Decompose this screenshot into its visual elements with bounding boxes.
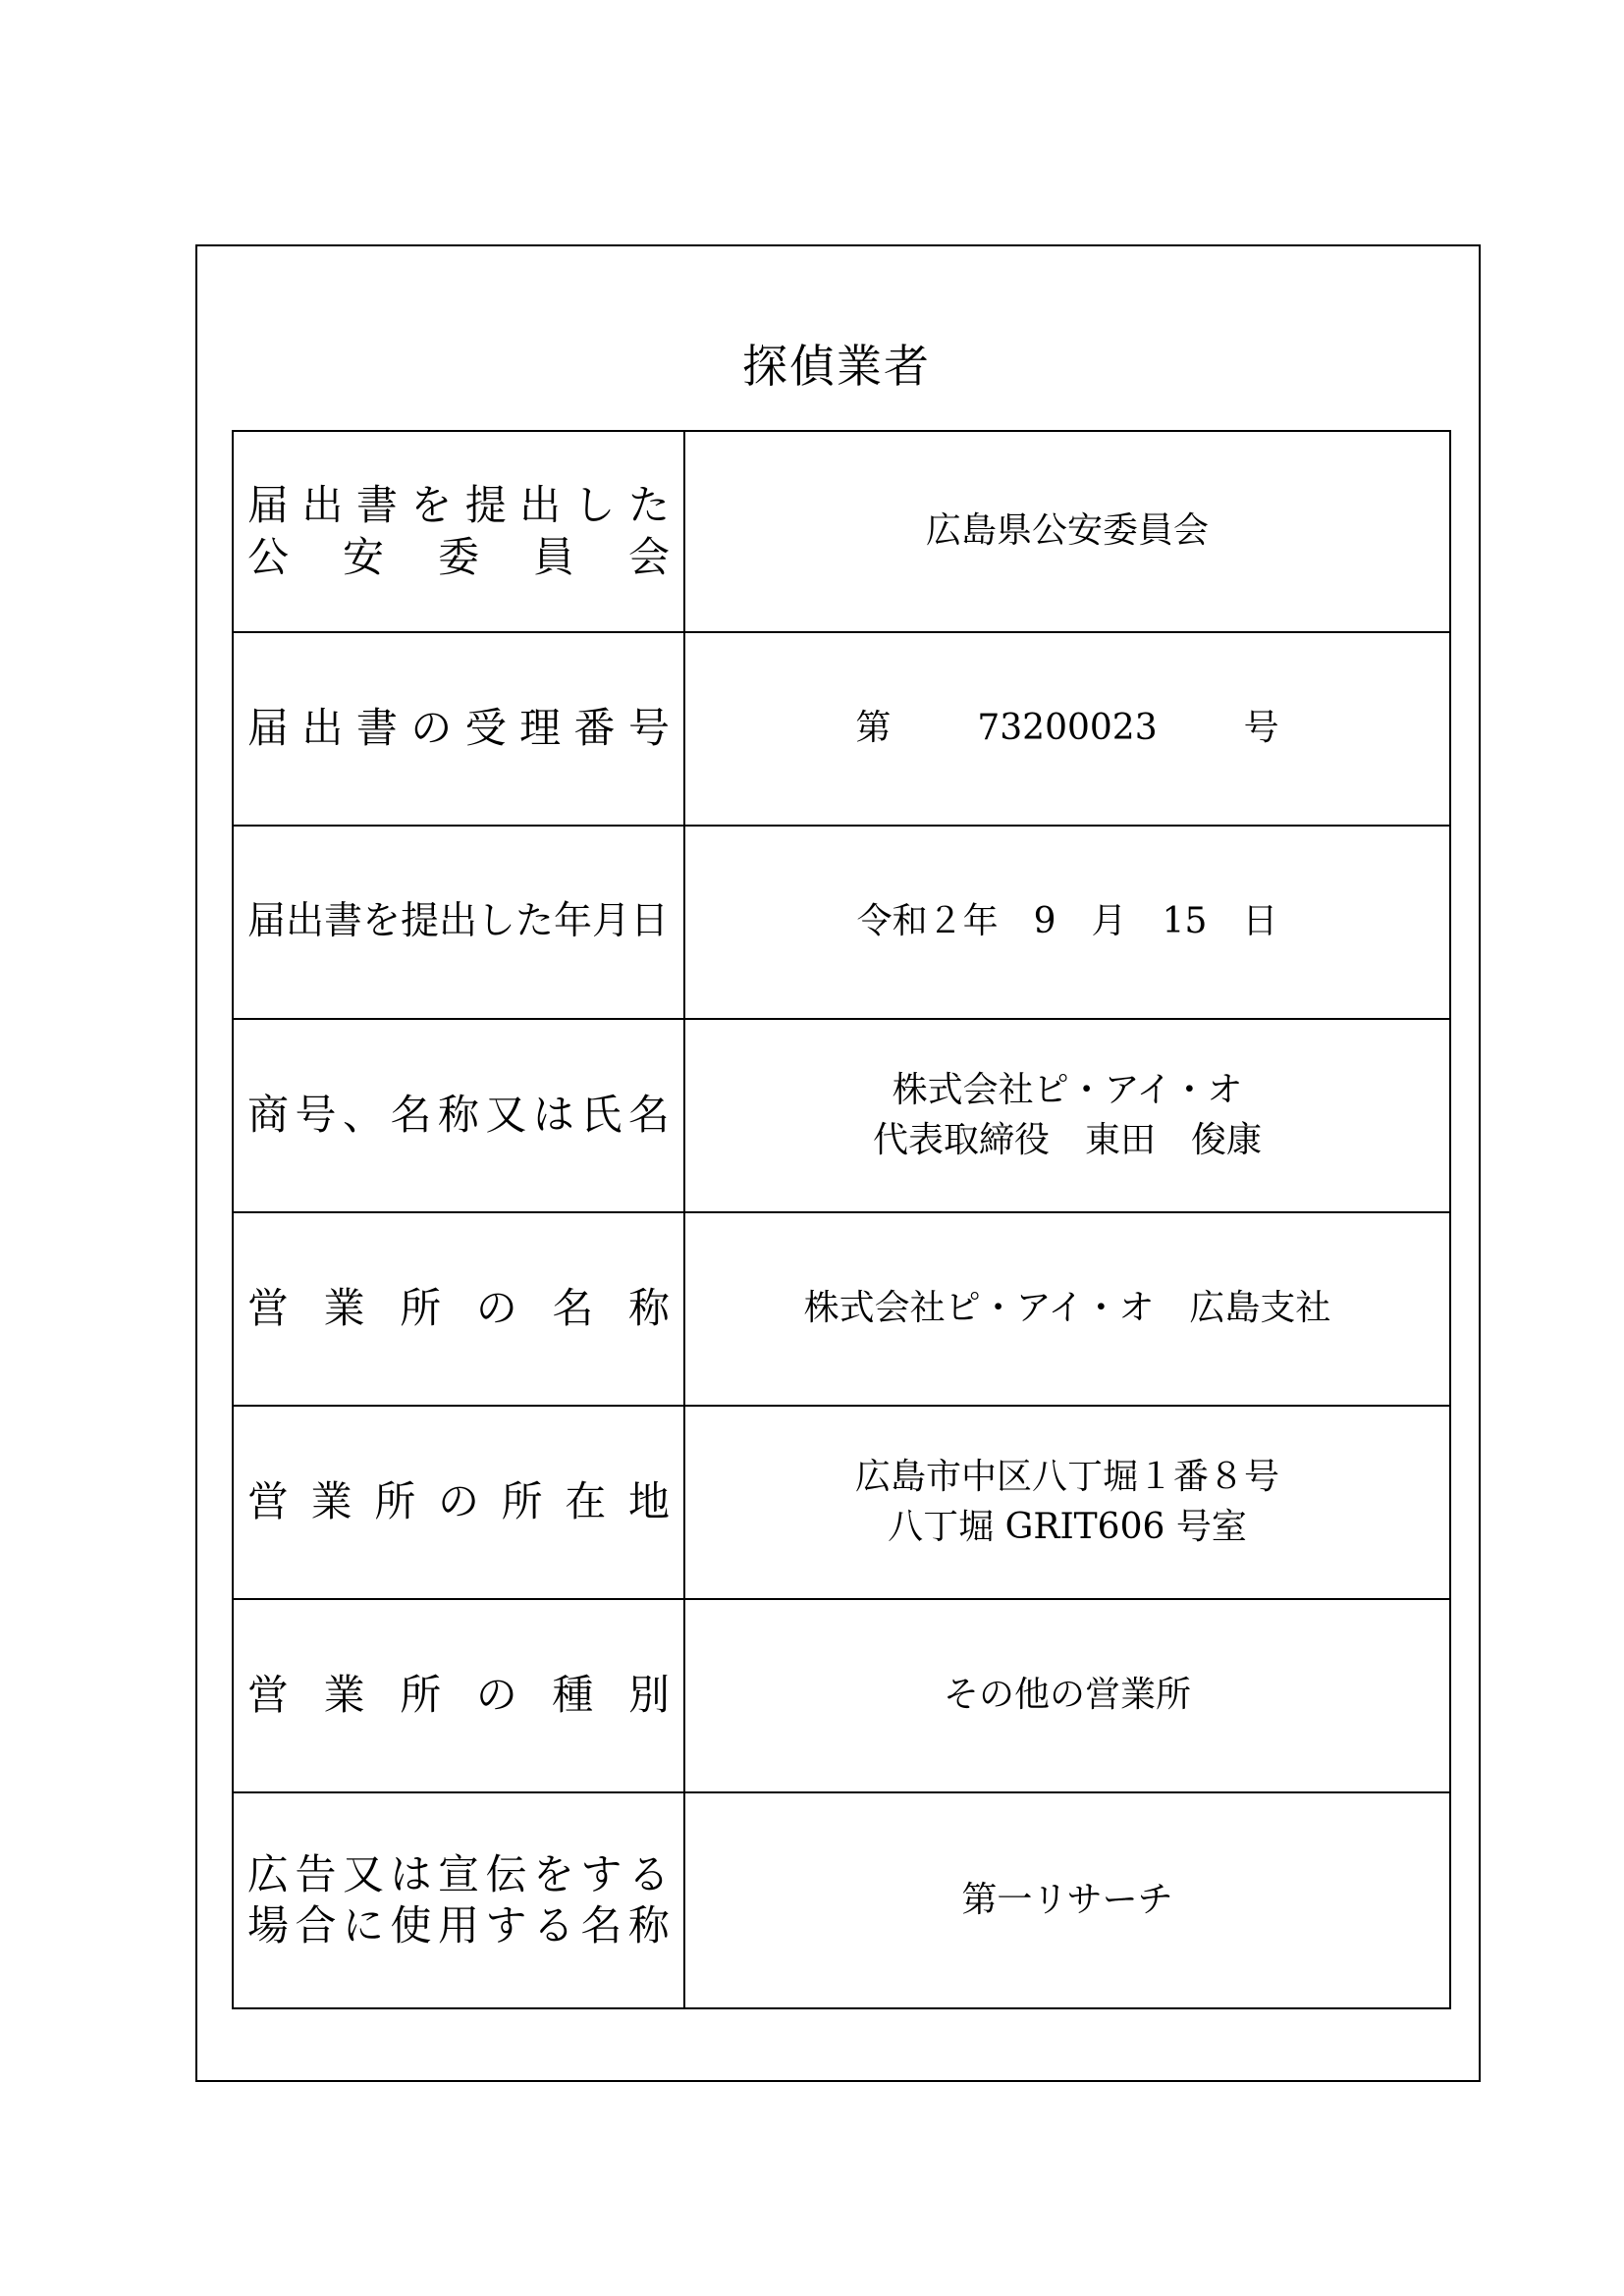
label-char: 、 xyxy=(342,1091,384,1140)
date-month: 9 xyxy=(1033,901,1056,942)
label-char: 場 xyxy=(247,1901,290,1949)
label-line-1 xyxy=(247,480,670,532)
label-char: 氏 xyxy=(580,1091,623,1140)
date-day: 15 xyxy=(1162,901,1208,942)
label-char: す xyxy=(580,1849,623,1898)
label-char: に xyxy=(342,1901,384,1949)
receipt-suffix: 号 xyxy=(1243,708,1279,749)
label-char: 号 xyxy=(295,1091,337,1140)
value-submission-date xyxy=(684,826,1450,1019)
label-char: 所 xyxy=(400,1671,442,1720)
date-day-unit: 日 xyxy=(1242,901,1278,942)
label-char: 合 xyxy=(295,1901,337,1949)
label-line-2 xyxy=(247,1900,670,1952)
label-char: 番 xyxy=(573,704,616,753)
value-office-name: 株式会社ピ・アイ・オ 広島支社 xyxy=(684,1212,1450,1406)
label-char: 所 xyxy=(374,1477,416,1526)
label-char: は xyxy=(390,1849,432,1898)
label-char: を xyxy=(532,1849,574,1898)
label-char: 用 xyxy=(437,1901,479,1949)
value-line-1: 株式会社ピ・アイ・オ xyxy=(892,1070,1243,1111)
date-era-year: 令和２年 xyxy=(856,901,999,942)
label-char: 又 xyxy=(342,1849,384,1898)
table-row xyxy=(233,826,1450,1019)
receipt-number: 73200023 xyxy=(977,708,1158,749)
label-char: 称 xyxy=(437,1091,479,1140)
label-char: 業 xyxy=(323,1671,365,1720)
value-receipt-number xyxy=(684,632,1450,826)
label-char: 使 xyxy=(390,1901,432,1949)
label-char: 届 xyxy=(247,481,290,529)
registration-table xyxy=(232,430,1451,2009)
table-row xyxy=(233,431,1450,632)
label-cell-office-address xyxy=(233,1406,684,1599)
label-cell-office-type xyxy=(233,1599,684,1792)
label-line xyxy=(247,1670,670,1722)
label-char: 営 xyxy=(247,1477,290,1526)
receipt-prefix: 第 xyxy=(855,708,892,749)
label-char: 号 xyxy=(627,704,670,753)
label-char: 営 xyxy=(247,1671,290,1720)
value-advertising-name: 第一リサーチ xyxy=(684,1792,1450,2008)
label-char: の xyxy=(410,704,453,753)
label-char: 受 xyxy=(464,704,507,753)
label-char: 在 xyxy=(565,1477,607,1526)
document-title: 探偵業者 xyxy=(742,340,931,393)
label-char: の xyxy=(437,1477,479,1526)
label-char: 出 xyxy=(301,481,344,529)
label-cell-advertising-name xyxy=(233,1792,684,2008)
label-cell-business-name xyxy=(233,1019,684,1212)
label-char: 称 xyxy=(627,1284,670,1333)
table-row xyxy=(233,632,1450,826)
label-char: 理 xyxy=(519,704,562,753)
label-char: 地 xyxy=(627,1477,670,1526)
label-char: 別 xyxy=(627,1671,670,1720)
label-char: 書 xyxy=(355,704,398,753)
label-char: 業 xyxy=(323,1284,365,1333)
label-char: 告 xyxy=(295,1849,337,1898)
label-char: 宣 xyxy=(437,1849,479,1898)
label-char: の xyxy=(475,1284,517,1333)
label-char: る xyxy=(627,1849,670,1898)
label-char: 名 xyxy=(390,1091,432,1140)
label-char: 称 xyxy=(627,1901,670,1949)
label-char: す xyxy=(485,1901,527,1949)
label-line xyxy=(247,1090,670,1142)
label-char: 所 xyxy=(501,1477,543,1526)
label-char: 広 xyxy=(247,1849,290,1898)
table-row xyxy=(233,1792,1450,2008)
label-cell-submission-date xyxy=(233,826,684,1019)
table-row xyxy=(233,1212,1450,1406)
label-char: 営 xyxy=(247,1284,290,1333)
label-cell-receipt-number xyxy=(233,632,684,826)
label-cell-office-name xyxy=(233,1212,684,1406)
label-char: 種 xyxy=(552,1671,594,1720)
label-char: 提 xyxy=(464,481,507,529)
label-char: 会 xyxy=(627,532,670,581)
label-char: の xyxy=(475,1671,517,1720)
label-char: を xyxy=(410,481,453,529)
label-char: 出 xyxy=(301,704,344,753)
label-char: 出 xyxy=(519,481,562,529)
label-char: 書 xyxy=(355,481,398,529)
value-line-2: 代表取締役 東田 俊康 xyxy=(872,1119,1262,1160)
table-row xyxy=(233,1406,1450,1599)
label-char: る xyxy=(532,1901,574,1949)
table-row xyxy=(233,1599,1450,1792)
value-public-safety-commission: 広島県公安委員会 xyxy=(684,431,1450,632)
label-line: 届出書を提出した年月日 xyxy=(247,899,670,944)
label-line-2 xyxy=(247,532,670,584)
label-char: 所 xyxy=(400,1284,442,1333)
label-char: 安 xyxy=(342,532,384,581)
label-char: 名 xyxy=(552,1284,594,1333)
label-char: 名 xyxy=(580,1901,623,1949)
label-char: 伝 xyxy=(485,1849,527,1898)
label-char: 公 xyxy=(247,532,290,581)
label-line xyxy=(247,1476,670,1528)
label-line xyxy=(247,1283,670,1335)
label-cell-public-safety-commission xyxy=(233,431,684,632)
value-office-type: その他の営業所 xyxy=(684,1599,1450,1792)
label-line-1 xyxy=(247,1849,670,1901)
label-char: 又 xyxy=(485,1091,527,1140)
label-line xyxy=(247,703,670,755)
value-line-2: 八丁堀 GRIT606 号室 xyxy=(888,1506,1247,1547)
label-char: 名 xyxy=(627,1091,670,1140)
label-char: 業 xyxy=(310,1477,352,1526)
label-char: 員 xyxy=(532,532,574,581)
label-char: は xyxy=(532,1091,574,1140)
value-office-address xyxy=(684,1406,1450,1599)
value-line-1: 広島市中区八丁堀１番８号 xyxy=(854,1457,1279,1498)
label-char: 商 xyxy=(247,1091,290,1140)
table-row xyxy=(233,1019,1450,1212)
label-char: 委 xyxy=(437,532,479,581)
label-char: し xyxy=(573,481,616,529)
label-char: た xyxy=(627,481,670,529)
label-char: 届 xyxy=(247,704,290,753)
date-month-unit: 月 xyxy=(1091,901,1127,942)
value-business-name xyxy=(684,1019,1450,1212)
